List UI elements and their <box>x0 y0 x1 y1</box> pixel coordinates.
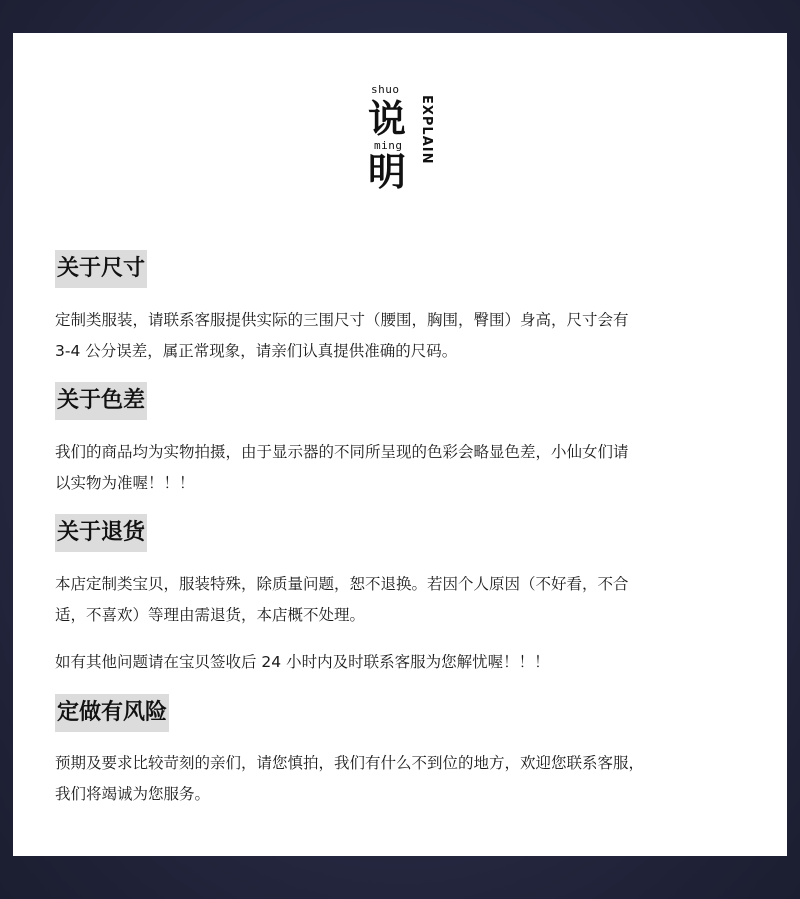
section-text-line: 预期及要求比较苛刻的亲们，请您慎拍，我们有什么不到位的地方，欢迎您联系客服， <box>55 754 645 772</box>
section-text-line: 适，不喜欢）等理由需退货，本店概不处理。 <box>55 606 366 624</box>
logo-char-shuo: 说 <box>368 96 407 141</box>
section-heading-size: 关于尺寸 <box>55 250 147 288</box>
explain-logo <box>13 33 787 233</box>
logo-char-ming: 明 <box>368 149 407 194</box>
section-text-returns-extra <box>55 647 755 678</box>
section-text-color <box>55 437 755 499</box>
section-text-returns <box>55 569 755 631</box>
section-text-line: 我们的商品均为实物拍摄，由于显示器的不同所呈现的色彩会略显色差，小仙女们请 <box>55 443 629 461</box>
section-text-line: 以实物为准喔！！！ <box>55 474 195 492</box>
section-text-line: 3-4 公分误差，属正常现象，请亲们认真提供准确的尺码。 <box>55 342 458 360</box>
section-text-size <box>55 305 755 367</box>
section-text-line: 定制类服装，请联系客服提供实际的三围尺寸（腰围，胸围，臀围）身高，尺寸会有 <box>55 311 629 329</box>
section-heading-custom-risk: 定做有风险 <box>55 694 169 732</box>
logo-pinyin-ming: ming <box>374 139 403 152</box>
explain-card <box>13 33 787 856</box>
section-heading-returns: 关于退货 <box>55 514 147 552</box>
section-text-line: 本店定制类宝贝，服装特殊，除质量问题，恕不退换。若因个人原因（不好看，不合 <box>55 575 629 593</box>
section-text-custom-risk <box>55 748 755 810</box>
section-text-line: 如有其他问题请在宝贝签收后 24 小时内及时联系客服为您解忧喔！！！ <box>55 653 550 671</box>
section-text-line: 我们将竭诚为您服务。 <box>55 785 211 803</box>
section-heading-color: 关于色差 <box>55 382 147 420</box>
logo-explain-text: EXPLAIN <box>419 95 434 165</box>
logo-pinyin-shuo: shuo <box>371 83 400 96</box>
